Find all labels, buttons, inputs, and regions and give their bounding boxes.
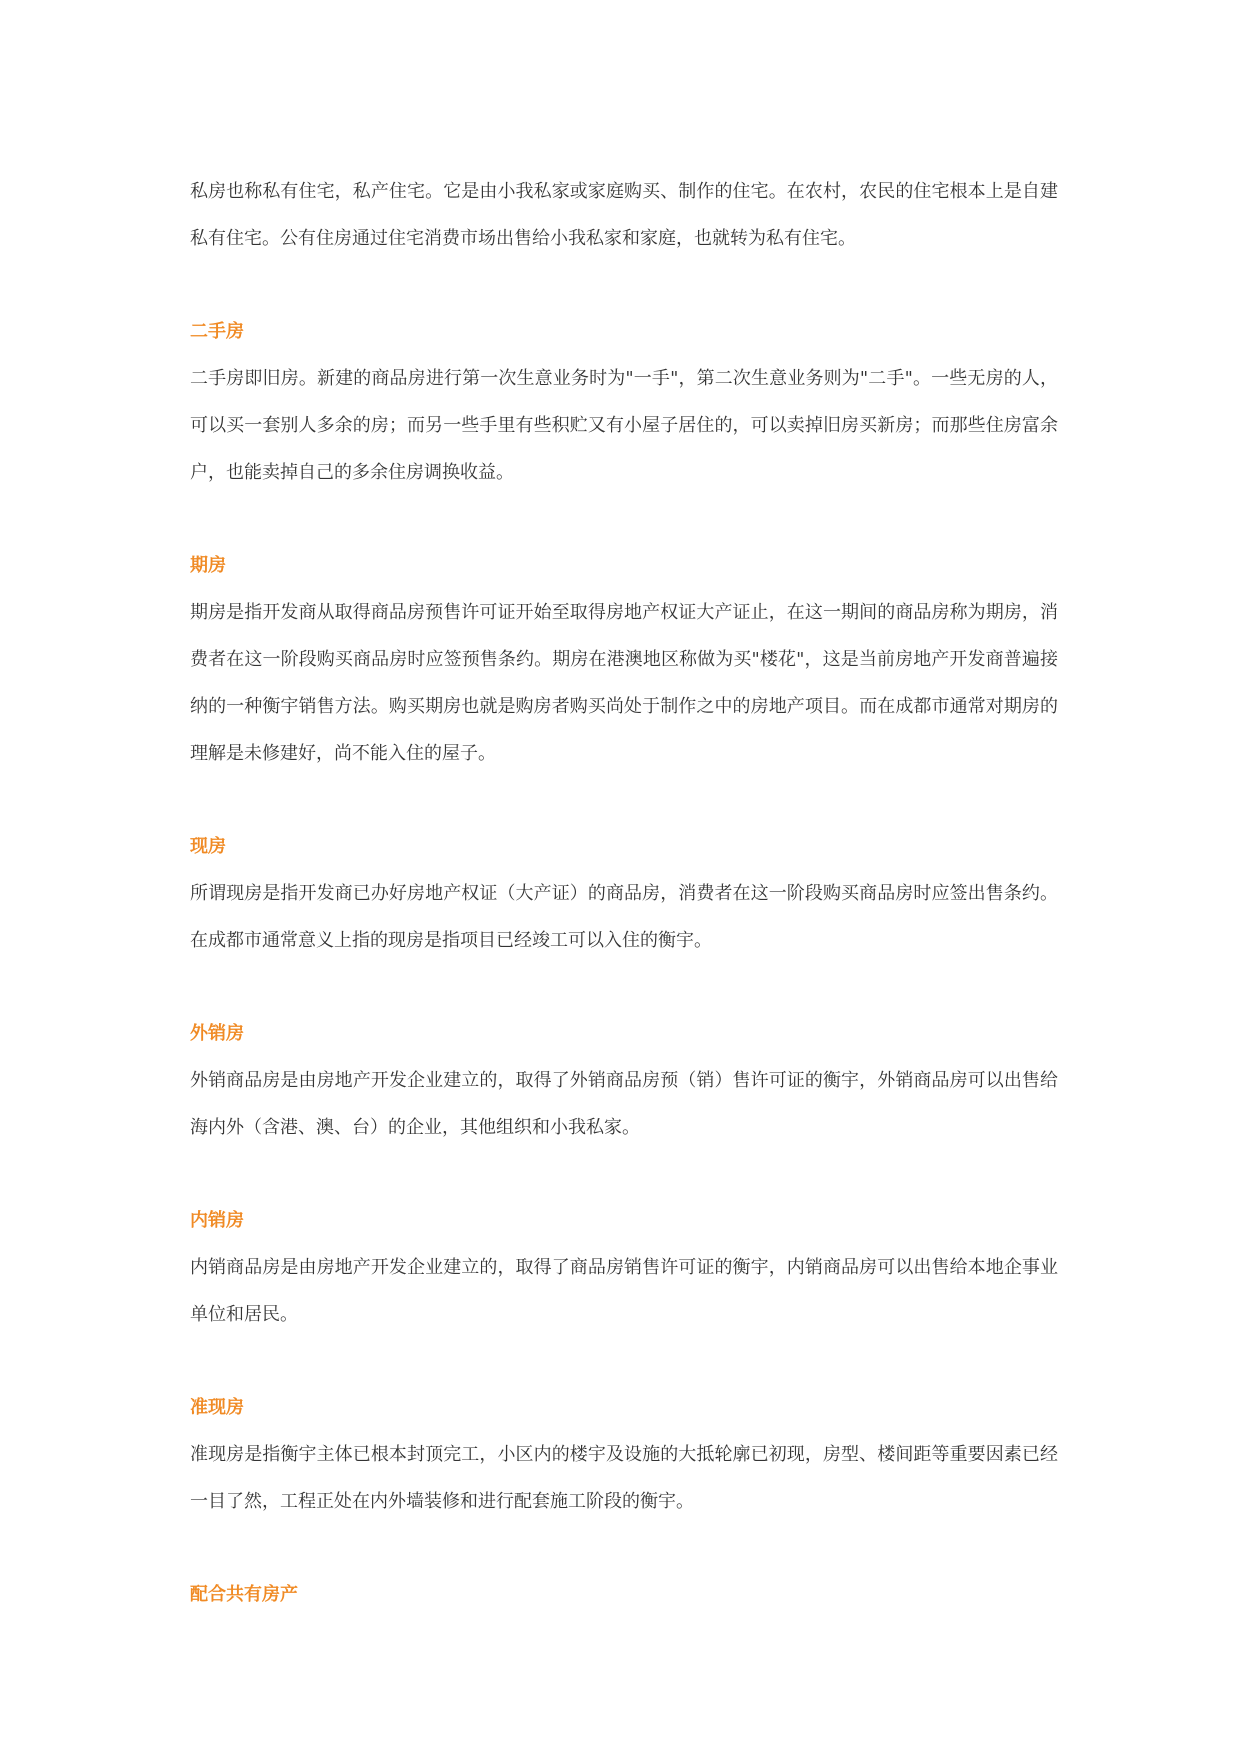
- section-heading: 内销房: [190, 1210, 244, 1231]
- intro-paragraph: 私房也称私有住宅，私产住宅。它是由小我私家或家庭购买、制作的住宅。在农村，农民的住宅根本上是自建私有住宅。公有住房通过住宅消费市场出售给小我私家和家庭，也就转为私有住宅。: [190, 181, 1058, 249]
- section-domestic-house: [190, 1197, 1058, 1338]
- section-export-house: [190, 1010, 1058, 1151]
- section-second-hand-house: [190, 308, 1058, 496]
- section-heading: 二手房: [190, 321, 244, 342]
- section-paragraph: 期房是指开发商从取得商品房预售许可证开始至取得房地产权证大产证止，在这一期间的商品房称为期房，消费者在这一阶段购买商品房时应签预售条约。期房在港澳地区称做为买"楼花"，这是当前房地产开发商普遍接纳的一种衡宇销售方法。购买期房也就是购房者购买尚处于制作之中的房地产项目。而在成都市通常对期房的理解是未修建好，尚不能入住的屋子。: [190, 602, 1058, 764]
- section-forward-house: [190, 542, 1058, 777]
- section-quasi-existing-house: [190, 1384, 1058, 1525]
- section-paragraph: 内销商品房是由房地产开发企业建立的，取得了商品房销售许可证的衡宇，内销商品房可以出售给本地企事业单位和居民。: [190, 1257, 1058, 1325]
- section-heading: 准现房: [190, 1397, 244, 1418]
- section-heading: 现房: [190, 836, 226, 857]
- section-paragraph: 所谓现房是指开发商已办好房地产权证（大产证）的商品房，消费者在这一阶段购买商品房时应签出售条约。在成都市通常意义上指的现房是指项目已经竣工可以入住的衡宇。: [190, 883, 1058, 951]
- section-heading: 期房: [190, 555, 226, 576]
- section-existing-house: [190, 823, 1058, 964]
- section-paragraph: 二手房即旧房。新建的商品房进行第一次生意业务时为"一手"，第二次生意业务则为"二手"。一些无房的人，可以买一套别人多余的房；而另一些手里有些积贮又有小屋子居住的，可以卖掉旧房买新房；而那些住房富余户，也能卖掉自己的多余住房调换收益。: [190, 368, 1058, 483]
- section-joint-property: [190, 1571, 1058, 1618]
- section-heading: 配合共有房产: [190, 1584, 298, 1605]
- document-page: [190, 168, 1058, 1618]
- section-paragraph: 外销商品房是由房地产开发企业建立的，取得了外销商品房预（销）售许可证的衡宇，外销商品房可以出售给海内外（含港、澳、台）的企业，其他组织和小我私家。: [190, 1070, 1058, 1138]
- section-heading: 外销房: [190, 1023, 244, 1044]
- section-paragraph: 准现房是指衡宇主体已根本封顶完工，小区内的楼宇及设施的大抵轮廓已初现，房型、楼间距等重要因素已经一目了然，工程正处在内外墙装修和进行配套施工阶段的衡宇。: [190, 1444, 1058, 1512]
